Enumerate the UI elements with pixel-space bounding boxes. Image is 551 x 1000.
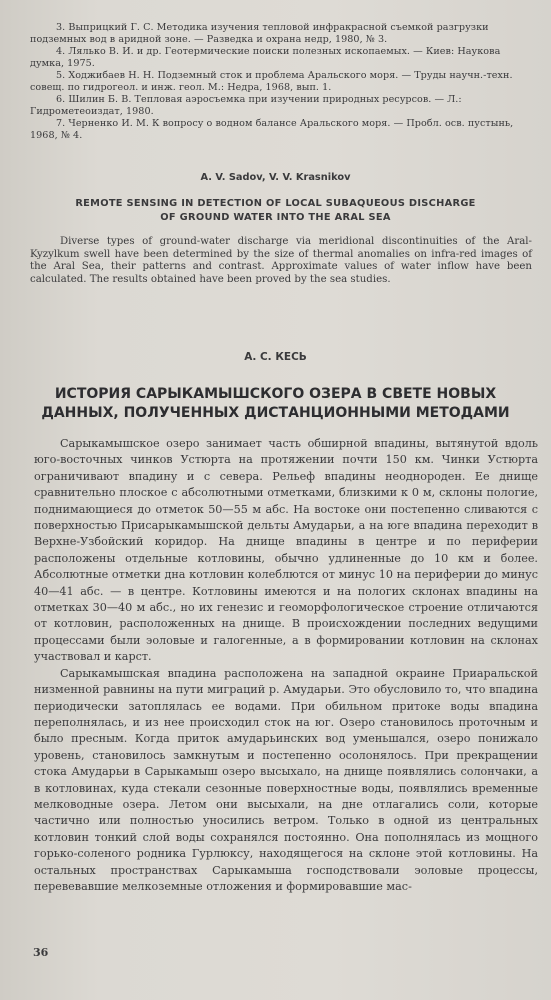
reference-item: 4. Лялько В. И. и др. Геотермические поиски полезных ископаемых. — Киев: Наукова думка, 1975. — [30, 46, 501, 69]
english-abstract: Diverse types of ground-water discharge via meridional discontinuities of the Aral-Kyzylkum swell have been determined by the size of thermal anomalies on infra-red images of the Aral Sea, their patterns and contrast. Approximate values of water inflow have been calculated. The results obtained have been proved by the sea studies. — [30, 236, 532, 285]
reference-list — [30, 22, 530, 142]
russian-title — [0, 385, 551, 423]
page-number: 36 — [33, 946, 49, 959]
russian-title-line: ДАННЫХ, ПОЛУЧЕННЫХ ДИСТАНЦИОННЫМИ МЕТОДАМИ — [41, 405, 510, 421]
reference-item: 6. Шилин Б. В. Тепловая аэросъемка при изучении природных ресурсов. — Л.: Гидрометеоиздат, 1980. — [30, 94, 462, 117]
english-title-line: REMOTE SENSING IN DETECTION OF LOCAL SUBAQUEOUS DISCHARGE — [75, 198, 476, 209]
reference-item: 7. Черненко И. М. К вопросу о водном балансе Аральского моря. — Пробл. осв. пустынь, 1968, № 4. — [30, 118, 514, 141]
english-authors: A. V. Sadov, V. V. Krasnikov — [200, 172, 351, 183]
body-paragraph: Сарыкамышская впадина расположена на западной окраине Приаральской низменной равнины на пути миграций р. Амударьи. Это обусловило то, что впадина периодически затоплялась ее водами. При обильном притоке воды впадина переполнялась, и из нее происходил сток на юг. Озеро становилось проточным и было пресным. Когда приток амударьинских вод уменьшался, озеро понижало уровень, становилось замкнутым и постепенно осолонялось. При прекращении стока Амударьи в Сарыкамыш озеро высыхало, на днище появлялись солончаки, а в котловинах, куда стекали сезонные поверхностные воды, появлялись временные мелководные озера. Летом они высыхали, на дне отлагались соли, которые частично или полностью уносились ветром. Только в одной из центральных котловин тонкий слой воды сохранялся постоянно. Она пополнялась из мощного горько-соленого родника Гурлюксу, находящегося на склоне этой котловины. На остальных пространствах Сарыкамыша господствовали эоловые процессы, перевевавшие мелкоземные отложения и формировавшие мас- — [34, 666, 538, 893]
russian-title-line: ИСТОРИЯ САРЫКАМЫШСКОГО ОЗЕРА В СВЕТЕ НОВЫХ — [54, 386, 497, 402]
reference-item: 5. Ходжибаев Н. Н. Подземный сток и проблема Аральского моря. — Труды научн.-техн. совещ. по гидрогеол. и инж. геол. М.: Недра, 1968, вып. 1. — [30, 70, 513, 93]
article-body — [34, 436, 538, 895]
english-title — [0, 197, 551, 225]
reference-item: 3. Выприцкий Г. С. Методика изучения тепловой инфракрасной съемкой разгрузки подземных вод в аридной зоне. — Разведка и охрана недр, 1980, № 3. — [30, 22, 489, 45]
body-paragraph: Сарыкамышское озеро занимает часть обширной впадины, вытянутой вдоль юго-восточных чинков Устюрта на протяжении почти 150 км. Чинки Устюрта ограничивают впадину и с севера. Рельеф впадины неоднороден. Ее днище сравнительно плоское с абсолютными отметками, близкими к 0 м, склоны пологие, поднимающиеся до отметок 50—55 м абс. На востоке они постепенно сливаются с поверхностью Присарыкамышской дельты Амударьи, а на юге впадина переходит в Верхне-Узбойский коридор. На днище впадины в центре и по периферии расположены отдельные котловины, обычно удлиненные до 10 км и более. Абсолютные отметки дна котловин колеблются от минус 10 на периферии до минус 40—41 абс. — в центре. Котловины имеются и на пологих склонах впадины на отметках 30—40 м абс., но их генезис и геоморфологическое строение отличаются от котловин, расположенных на днище. В происхождении последних ведущими процессами были эоловые и галогенные, а в формировании котловин на склонах участвовал и карст. — [34, 437, 538, 664]
russian-author: А. С. КЕСЬ — [244, 351, 307, 363]
english-title-line: OF GROUND WATER INTO THE ARAL SEA — [160, 212, 391, 223]
